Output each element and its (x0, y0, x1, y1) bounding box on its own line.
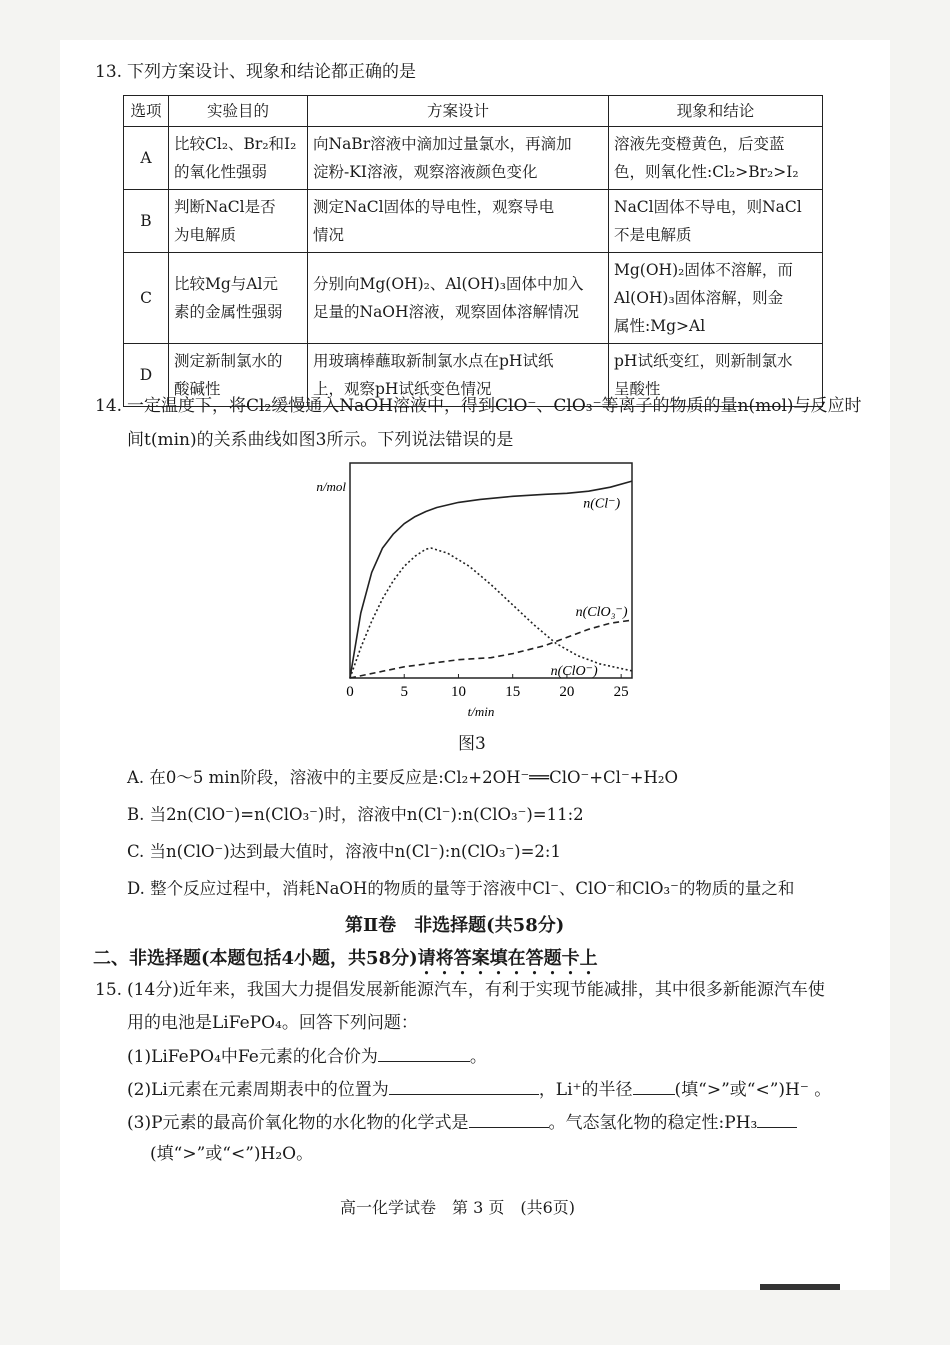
q15-part3: (3)P元素的最高价氧化物的水化物的化学式是 。气态氢化物的稳定性:PH₃ (127, 1109, 797, 1135)
q14-number: 14. (95, 396, 123, 416)
figure-caption: 图3 (458, 734, 486, 754)
x-tick-label: 20 (559, 684, 575, 700)
row-purpose: 测定新制氯水的 酸碱性 (169, 344, 308, 407)
q14-option-d: D. 整个反应过程中，消耗NaOH的物质的量等于溶液中Cl⁻、ClO⁻和ClO₃⁻的物质的量之和 (127, 879, 795, 898)
row-result: pH试纸变红，则新制氯水 呈酸性 (609, 344, 823, 407)
series-label: n(ClO⁻) (550, 663, 598, 679)
series-label: n(Cl⁻) (583, 496, 621, 512)
row-purpose: 判断NaCl是否 为电解质 (169, 190, 308, 253)
x-tick-label: 0 (346, 684, 354, 700)
q14-stem-line1: 14. 一定温度下，将Cl₂缓慢通入NaOH溶液中，得到ClO⁻、ClO₃⁻等离子的物质的量n(mol)与反应时 (95, 396, 862, 416)
table-row (124, 190, 823, 253)
row-design: 分别向Mg(OH)₂、Al(OH)₃固体中加入 足量的NaOH溶液，观察固体溶解情况 (308, 253, 609, 344)
answer-blank[interactable] (389, 1076, 539, 1095)
row-purpose: 比较Mg与Al元 素的金属性强弱 (169, 253, 308, 344)
q15-intro-line2: 用的电池是LiFePO₄。回答下列问题： (127, 1013, 418, 1033)
table-header-row (124, 96, 823, 127)
corner-mark (760, 1284, 840, 1290)
row-result: NaCl固体不导电，则NaCl 不是电解质 (609, 190, 823, 253)
x-tick-label: 5 (400, 684, 408, 700)
q15-number: 15. (95, 980, 123, 1000)
answer-blank[interactable] (757, 1109, 797, 1128)
header-option: 选项 (124, 96, 169, 127)
answer-blank[interactable] (633, 1076, 675, 1095)
q14-option-c: C. 当n(ClO⁻)达到最大值时，溶液中n(Cl⁻):n(ClO₃⁻)=2:1 (127, 842, 561, 861)
page-footer: 高一化学试卷 第 3 页 (共6页) (340, 1198, 576, 1217)
x-axis-label: t/min (467, 704, 495, 719)
row-purpose: 比较Cl₂、Br₂和I₂ 的氧化性强弱 (169, 127, 308, 190)
y-axis-label: n/mol (316, 479, 346, 494)
q15-part1: (1)LiFePO₄中Fe元素的化合价为 。 (127, 1043, 487, 1069)
answer-blank[interactable] (469, 1109, 549, 1128)
row-design: 用玻璃棒蘸取新制氯水点在pH试纸 上，观察pH试纸变色情况 (308, 344, 609, 407)
figure-3-chart (300, 455, 650, 730)
header-purpose: 实验目的 (169, 96, 308, 127)
row-result: Mg(OH)₂固体不溶解，而 Al(OH)₃固体溶解，则金 属性:Mg>Al (609, 253, 823, 344)
table-row (124, 253, 823, 344)
section-two-instruction: 二、非选择题(本题包括4小题，共58分)请将答案填在答题卡上 (93, 948, 598, 969)
q15-part2: (2)Li元素在元素周期表中的位置为 ，Li⁺的半径 (填“>”或“<”)H⁻ 。 (127, 1076, 831, 1102)
q13-stem: 13. 下列方案设计、现象和结论都正确的是 (95, 62, 416, 82)
x-tick-label: 10 (450, 684, 466, 700)
emphasis-answer-card: 请将答案填在答题卡上 (417, 948, 598, 969)
row-option: B (124, 190, 169, 253)
answer-blank[interactable] (378, 1043, 470, 1062)
q15-part3-cont: (填“>”或“<”)H₂O。 (150, 1144, 314, 1164)
row-option: A (124, 127, 169, 190)
q13-number: 13. (95, 62, 123, 82)
q14-option-b: B. 当2n(ClO⁻)=n(ClO₃⁻)时，溶液中n(Cl⁻):n(ClO₃⁻)=11:2 (127, 805, 584, 824)
row-option: C (124, 253, 169, 344)
series-label: n(ClO₃⁻) (575, 605, 628, 621)
plot-frame (350, 463, 632, 678)
q14-stem-line2: 间t(min)的关系曲线如图3所示。下列说法错误的是 (127, 430, 514, 450)
q14-option-a: A. 在0～5 min阶段，溶液中的主要反应是:Cl₂+2OH⁻══ClO⁻+Cl⁻+H₂O (127, 768, 679, 787)
x-tick-label: 15 (505, 684, 521, 700)
q15-intro-line1: 15. (14分)近年来，我国大力提倡发展新能源汽车，有利于实现节能减排，其中很多新能源汽车使 (95, 980, 825, 1000)
q13-experiment-table (123, 95, 823, 407)
part-two-title: 第Ⅱ卷 非选择题(共58分) (345, 915, 565, 936)
header-result: 现象和结论 (609, 96, 823, 127)
header-design: 方案设计 (308, 96, 609, 127)
table-row (124, 127, 823, 190)
row-design: 向NaBr溶液中滴加过量氯水，再滴加 淀粉-KI溶液，观察溶液颜色变化 (308, 127, 609, 190)
x-tick-label: 25 (613, 684, 629, 700)
row-option: D (124, 344, 169, 407)
row-result: 溶液先变橙黄色，后变蓝 色，则氧化性:Cl₂>Br₂>I₂ (609, 127, 823, 190)
row-design: 测定NaCl固体的导电性，观察导电 情况 (308, 190, 609, 253)
